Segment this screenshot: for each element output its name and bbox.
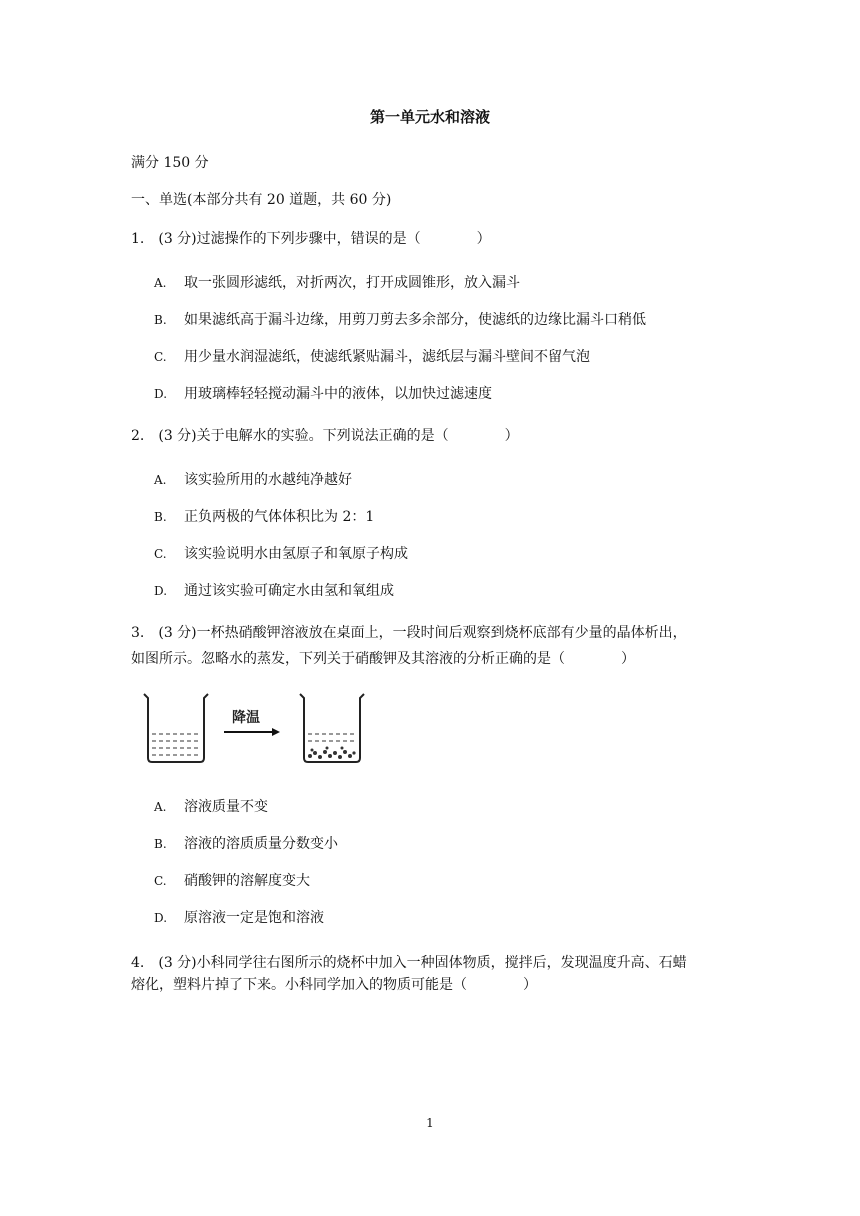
question-3-option-a <box>154 796 268 816</box>
option-text: 用少量水润湿滤纸，使滤纸紧贴漏斗，滤纸层与漏斗壁间不留气泡 <box>184 349 590 365</box>
option-text: 溶液质量不变 <box>184 799 268 815</box>
option-letter: C. <box>154 547 167 561</box>
page-title: 第一单元水和溶液 <box>369 108 490 126</box>
option-text: 如果滤纸高于漏斗边缘，用剪刀剪去多余部分，使滤纸的边缘比漏斗口稍低 <box>184 312 646 328</box>
page-number: 1 <box>426 1116 434 1130</box>
question-1-option-b <box>154 309 646 329</box>
question-1-option-a <box>154 272 520 292</box>
question-2-option-c <box>154 543 408 563</box>
option-letter: D. <box>154 387 168 401</box>
option-text: 正负两极的气体体积比为 2：1 <box>184 509 375 525</box>
beaker-cooling-figure <box>140 690 370 770</box>
question-1-option-c <box>154 346 590 366</box>
option-text: 取一张圆形滤纸，对折两次，打开成圆锥形，放入漏斗 <box>184 275 520 291</box>
option-text: 该实验说明水由氢原子和氧原子构成 <box>184 546 408 562</box>
option-letter: A. <box>154 276 167 290</box>
question-3-option-d <box>154 907 324 927</box>
full-score: 满分 150 分 <box>131 155 209 171</box>
option-text: 用玻璃棒轻轻搅动漏斗中的液体，以加快过滤速度 <box>184 386 492 402</box>
option-text: 溶液的溶质质量分数变小 <box>184 836 338 852</box>
question-2-option-a <box>154 469 352 489</box>
question-3-option-b <box>154 833 338 853</box>
option-text: 硝酸钾的溶解度变大 <box>184 873 310 889</box>
question-1-option-d <box>154 383 492 403</box>
option-letter: D. <box>154 584 168 598</box>
question-3-stem-line-1: 3. (3 分)一杯热硝酸钾溶液放在桌面上，一段时间后观察到烧杯底部有少量的晶体析出， <box>131 625 687 641</box>
question-3-stem-line-2: 如图所示。忽略水的蒸发，下列关于硝酸钾及其溶液的分析正确的是（ ） <box>131 651 635 667</box>
option-letter: B. <box>154 313 167 327</box>
question-2-option-d <box>154 580 394 600</box>
question-4-stem-line-2: 熔化，塑料片掉了下来。小科同学加入的物质可能是（ ） <box>131 977 537 993</box>
option-text: 原溶液一定是饱和溶液 <box>184 910 324 926</box>
option-text: 该实验所用的水越纯净越好 <box>184 472 352 488</box>
option-letter: C. <box>154 874 167 888</box>
arrow-right-icon <box>224 728 280 736</box>
option-letter: A. <box>154 800 167 814</box>
option-letter: B. <box>154 510 167 524</box>
beaker-after-icon <box>300 694 364 762</box>
beaker-before-icon <box>144 694 208 762</box>
option-letter: A. <box>154 473 167 487</box>
question-2-stem: 2. (3 分)关于电解水的实验。下列说法正确的是（ ） <box>131 428 519 444</box>
option-letter: B. <box>154 837 167 851</box>
option-letter: C. <box>154 350 167 364</box>
question-4-stem-line-1: 4. (3 分)小科同学往右图所示的烧杯中加入一种固体物质，搅拌后，发现温度升高、石蜡 <box>131 955 687 971</box>
figure-label: 降温 <box>232 709 260 725</box>
question-3-option-c <box>154 870 310 890</box>
option-letter: D. <box>154 911 168 925</box>
section-heading: 一、单选(本部分共有 20 道题，共 60 分) <box>131 192 392 208</box>
question-1-stem: 1. (3 分)过滤操作的下列步骤中，错误的是（ ） <box>131 231 491 247</box>
crystals-icon <box>308 747 356 760</box>
question-2-option-b <box>154 506 374 526</box>
option-text: 通过该实验可确定水由氢和氧组成 <box>184 583 394 599</box>
